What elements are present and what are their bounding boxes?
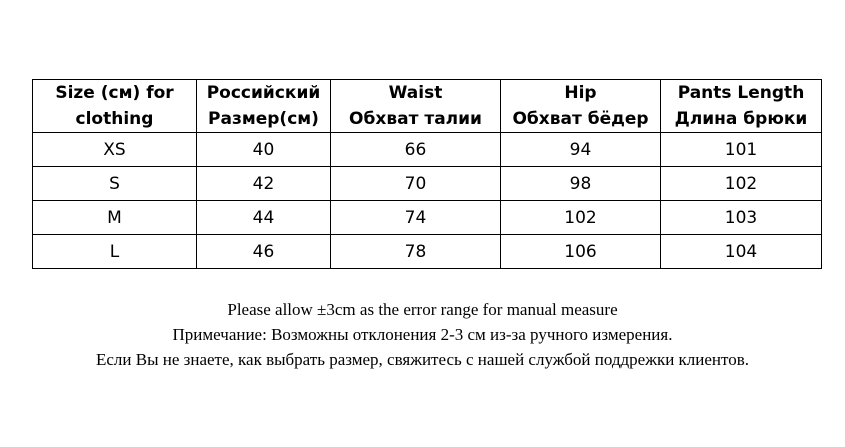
table-row: [33, 133, 822, 167]
header-hip: Hip Обхват бёдер: [501, 80, 661, 133]
cell-russian-size: 42: [197, 167, 331, 201]
cell-pants-length: 101: [661, 133, 822, 167]
cell-pants-length: 102: [661, 167, 822, 201]
header-russian-size: Российский Размер(см): [197, 80, 331, 133]
cell-hip: 102: [501, 201, 661, 235]
table-row: [33, 167, 822, 201]
cell-hip: 106: [501, 235, 661, 269]
table-row: [33, 235, 822, 269]
cell-pants-length: 103: [661, 201, 822, 235]
cell-pants-length: 104: [661, 235, 822, 269]
cell-hip: 98: [501, 167, 661, 201]
cell-russian-size: 46: [197, 235, 331, 269]
note-contact-support-ru: Если Вы не знаете, как выбрать размер, свяжитесь с нашей службой поддрежки клиентов.: [95, 350, 750, 369]
header-waist: Waist Обхват талии: [331, 80, 501, 133]
cell-waist: 78: [331, 235, 501, 269]
cell-russian-size: 40: [197, 133, 331, 167]
size-chart-table: [32, 79, 822, 269]
header-size-clothing: Size (см) for clothing: [33, 80, 197, 133]
cell-waist: 74: [331, 201, 501, 235]
cell-waist: 70: [331, 167, 501, 201]
cell-size: L: [33, 235, 197, 269]
note-error-range: Please allow ±3cm as the error range for manual measure: [227, 300, 618, 319]
cell-size: M: [33, 201, 197, 235]
cell-size: XS: [33, 133, 197, 167]
cell-size: S: [33, 167, 197, 201]
table-header-row: [33, 80, 822, 133]
table-row: [33, 201, 822, 235]
measurement-notes: [0, 297, 845, 372]
cell-russian-size: 44: [197, 201, 331, 235]
header-pants-length: Pants Length Длина брюки: [661, 80, 822, 133]
note-deviation-ru: Примечание: Возможны отклонения 2-3 см из-за ручного измерения.: [172, 325, 673, 344]
cell-hip: 94: [501, 133, 661, 167]
cell-waist: 66: [331, 133, 501, 167]
